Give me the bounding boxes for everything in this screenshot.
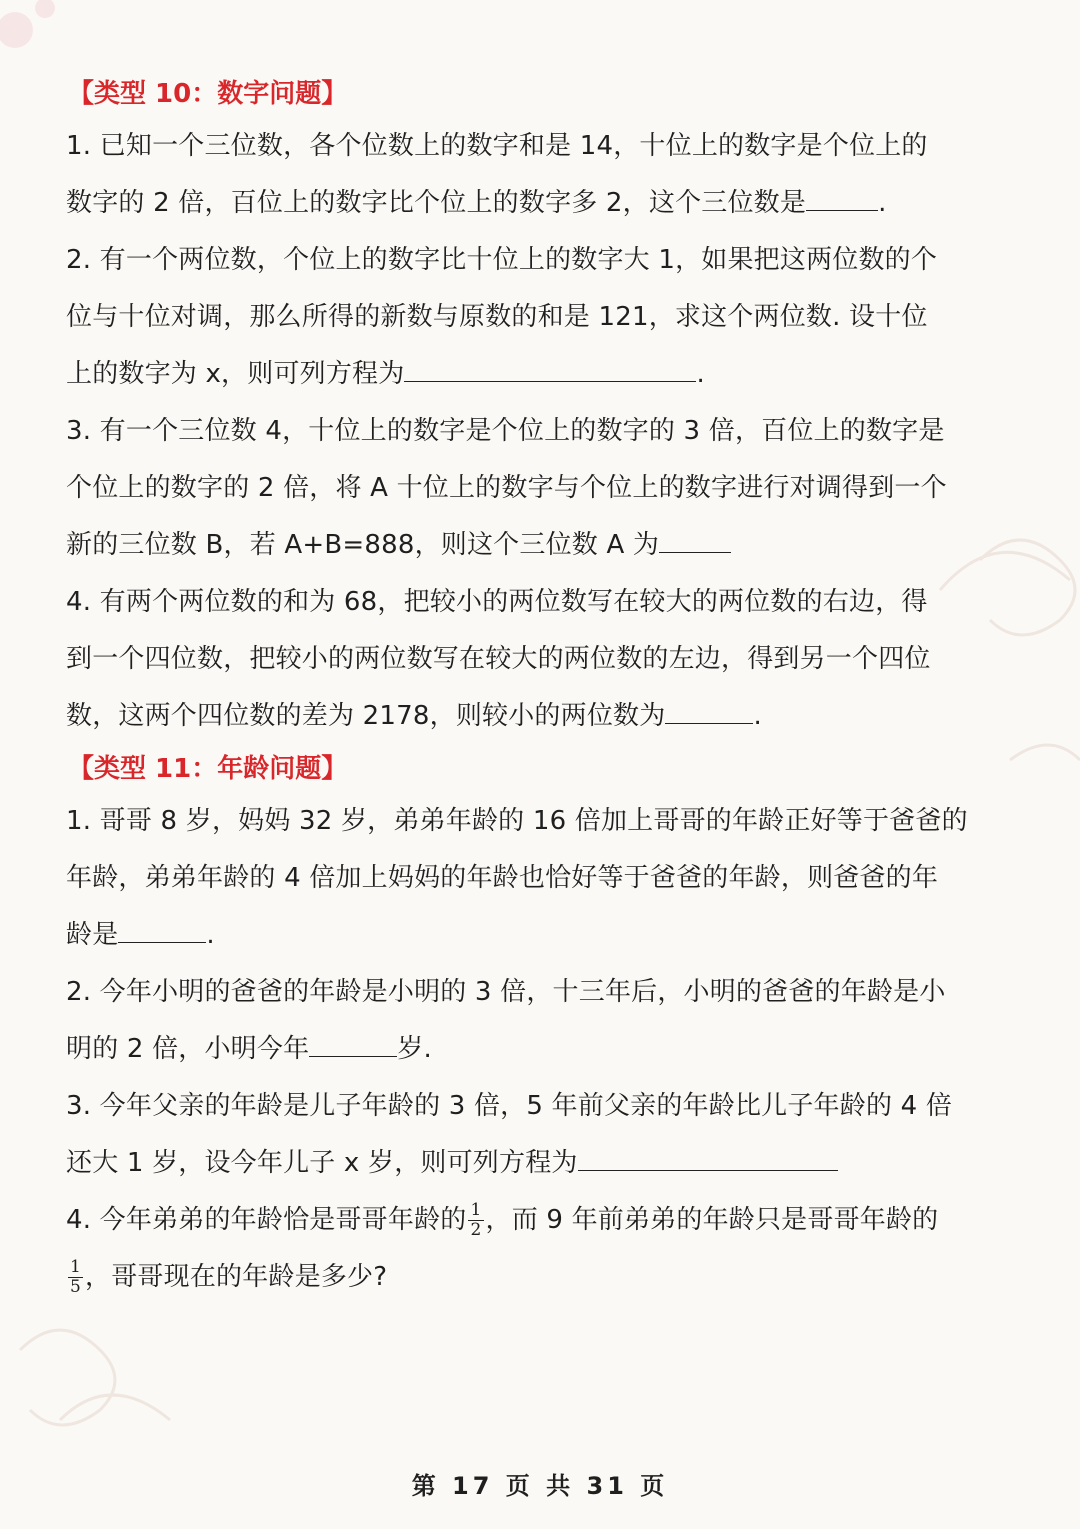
fraction-numerator: 1 bbox=[470, 1200, 482, 1220]
text-line bbox=[66, 631, 1016, 688]
answer-blank[interactable] bbox=[659, 518, 731, 553]
fraction-one-fifth bbox=[68, 1258, 83, 1297]
text-line bbox=[66, 1078, 1016, 1135]
text-segment: 4. 今年弟弟的年龄恰是哥哥年龄的 bbox=[66, 1205, 467, 1235]
text-segment: 还大 1 岁，设今年儿子 x 岁，则可列方程为 bbox=[66, 1148, 578, 1178]
text-segment: 2. 有一个两位数，个位上的数字比十位上的数字大 1，如果把这两位数的个 bbox=[66, 245, 938, 275]
text-segment: 1. 已知一个三位数，各个位数上的数字和是 14，十位上的数字是个位上的 bbox=[66, 131, 928, 161]
fraction-one-half bbox=[468, 1201, 483, 1240]
text-segment: 位与十位对调，那么所得的新数与原数的和是 121，求这个两位数. 设十位 bbox=[66, 302, 928, 332]
text-segment: . bbox=[878, 188, 887, 218]
text-line bbox=[66, 1021, 1016, 1078]
text-line bbox=[66, 403, 1016, 460]
fraction-numerator: 1 bbox=[70, 1257, 82, 1277]
text-line bbox=[66, 118, 1016, 175]
text-segment: 4. 有两个两位数的和为 68，把较小的两位数写在较大的两位数的右边，得 bbox=[66, 587, 928, 617]
text-line bbox=[66, 460, 1016, 517]
text-line bbox=[66, 346, 1016, 403]
answer-blank[interactable] bbox=[118, 908, 206, 943]
text-line bbox=[66, 964, 1016, 1021]
text-line bbox=[66, 232, 1016, 289]
text-segment: 1. 哥哥 8 岁，妈妈 32 岁，弟弟年龄的 16 倍加上哥哥的年龄正好等于爸爸的 bbox=[66, 806, 968, 836]
text-segment: 数，这两个四位数的差为 2178，则较小的两位数为 bbox=[66, 701, 666, 731]
question-4-line-2 bbox=[66, 1249, 1016, 1306]
answer-blank[interactable] bbox=[806, 176, 878, 211]
text-segment: 到一个四位数，把较小的两位数写在较大的两位数的左边，得到另一个四位 bbox=[66, 644, 931, 674]
text-segment: 年龄，弟弟年龄的 4 倍加上妈妈的年龄也恰好等于爸爸的年龄，则爸爸的年 bbox=[66, 863, 939, 893]
text-line bbox=[66, 517, 1016, 574]
text-line bbox=[66, 907, 1016, 964]
question-4-line-1 bbox=[66, 1192, 1016, 1249]
text-segment: . bbox=[753, 701, 762, 731]
fraction-denominator: 5 bbox=[70, 1277, 82, 1297]
text-segment: ，而 9 年前弟弟的年龄只是哥哥年龄的 bbox=[485, 1205, 939, 1235]
text-line bbox=[66, 574, 1016, 631]
text-segment: 3. 今年父亲的年龄是儿子年龄的 3 倍，5 年前父亲的年龄比儿子年龄的 4 倍 bbox=[66, 1091, 953, 1121]
answer-blank[interactable] bbox=[665, 689, 753, 724]
text-segment: ，哥哥现在的年龄是多少? bbox=[85, 1262, 388, 1292]
text-line bbox=[66, 688, 1016, 745]
section-title: 【类型 10：数字问题】 bbox=[68, 79, 348, 109]
text-segment: 龄是 bbox=[66, 920, 119, 950]
text-segment: 上的数字为 x，则可列方程为 bbox=[66, 359, 405, 389]
text-line bbox=[66, 175, 1016, 232]
text-segment: 3. 有一个三位数 4，十位上的数字是个位上的数字的 3 倍，百位上的数字是 bbox=[66, 416, 945, 446]
text-line bbox=[66, 289, 1016, 346]
text-line bbox=[66, 1135, 1016, 1192]
text-segment: . bbox=[206, 920, 215, 950]
answer-blank[interactable] bbox=[404, 347, 696, 382]
fraction-denominator: 2 bbox=[470, 1220, 482, 1240]
text-segment: 2. 今年小明的爸爸的年龄是小明的 3 倍，十三年后，小明的爸爸的年龄是小 bbox=[66, 977, 946, 1007]
text-segment: 个位上的数字的 2 倍，将 A 十位上的数字与个位上的数字进行对调得到一个 bbox=[66, 473, 947, 503]
text-segment: 数字的 2 倍，百位上的数字比个位上的数字多 2，这个三位数是 bbox=[66, 188, 807, 218]
answer-blank[interactable] bbox=[578, 1136, 838, 1171]
text-line bbox=[66, 793, 1016, 850]
answer-blank[interactable] bbox=[309, 1022, 397, 1057]
text-segment: . bbox=[696, 359, 705, 389]
document-body bbox=[66, 70, 1016, 1306]
text-segment: 明的 2 倍，小明今年 bbox=[66, 1034, 310, 1064]
text-line bbox=[66, 850, 1016, 907]
page-footer: 第 17 页 共 31 页 bbox=[411, 1472, 669, 1500]
section-title: 【类型 11：年龄问题】 bbox=[68, 754, 348, 784]
text-segment: 岁. bbox=[397, 1034, 432, 1064]
text-segment: 新的三位数 B，若 A+B=888，则这个三位数 A 为 bbox=[66, 530, 660, 560]
